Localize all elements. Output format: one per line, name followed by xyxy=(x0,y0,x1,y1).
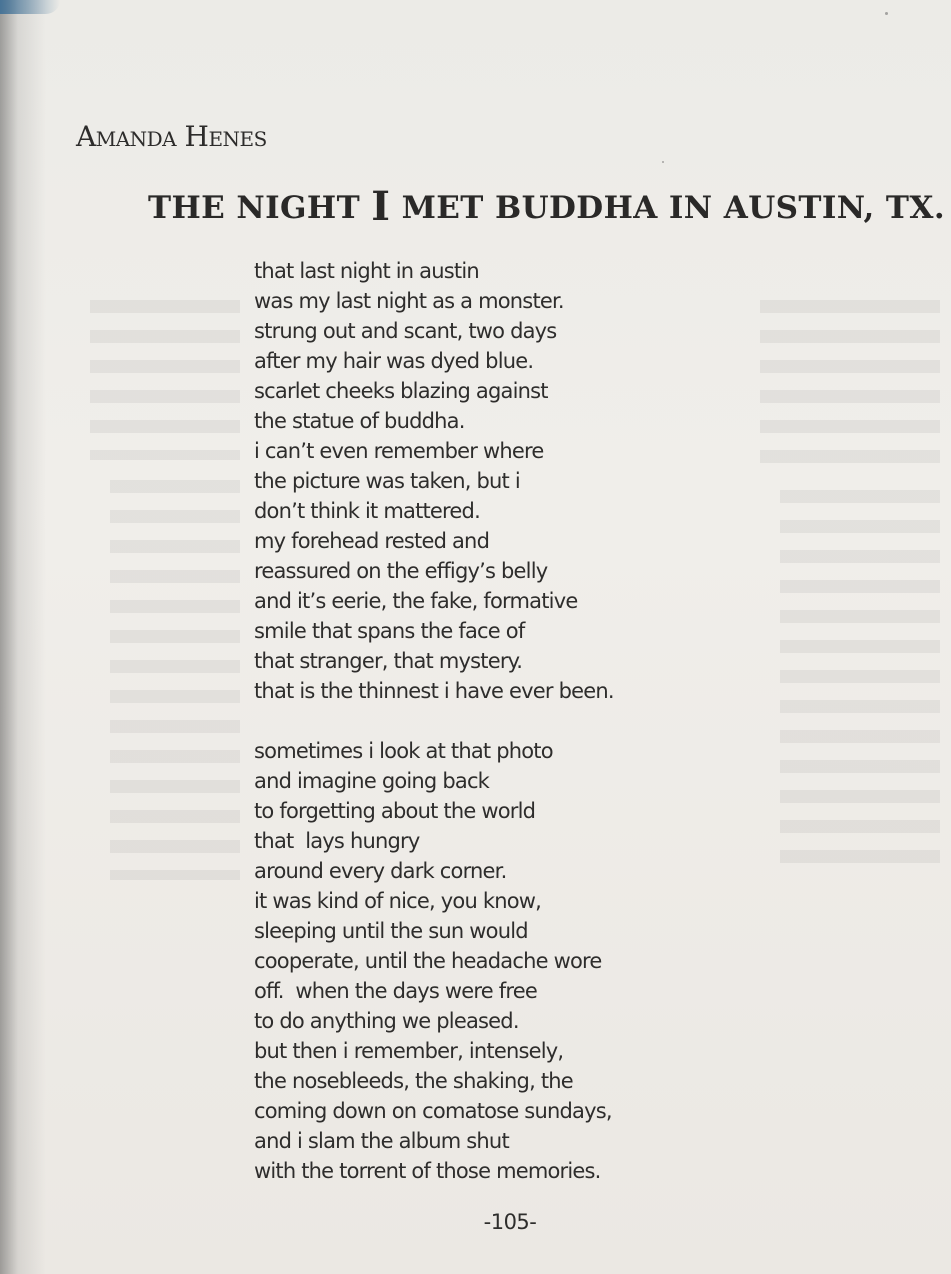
poem-line: it was kind of nice, you know, xyxy=(254,889,542,913)
poem-line: the statue of buddha. xyxy=(254,409,465,433)
bleed-through-block xyxy=(90,300,240,460)
poem-line: was my last night as a monster. xyxy=(254,289,564,313)
poem-line: to forgetting about the world xyxy=(254,799,536,823)
poem-line: scarlet cheeks blazing against xyxy=(254,379,548,403)
poem-line: and imagine going back xyxy=(254,769,490,793)
poem-body xyxy=(254,256,614,1186)
stanza-break xyxy=(254,706,614,736)
stanza-2 xyxy=(254,736,614,1186)
poem-line: don’t think it mattered. xyxy=(254,499,480,523)
poem-line: the nosebleeds, the shaking, the xyxy=(254,1069,573,1093)
bleed-through-block xyxy=(780,490,940,870)
poem-line: with the torrent of those memories. xyxy=(254,1159,601,1183)
stanza-1 xyxy=(254,256,614,706)
poem-line: cooperate, until the headache wore xyxy=(254,949,602,973)
paper-speck xyxy=(885,12,888,15)
poem-line: that stranger, that mystery. xyxy=(254,649,523,673)
poem-line: around every dark corner. xyxy=(254,859,507,883)
poem-line: smile that spans the face of xyxy=(254,619,525,643)
poem-line: sleeping until the sun would xyxy=(254,919,528,943)
bleed-through-block xyxy=(110,480,240,880)
poem-line: that lays hungry xyxy=(254,829,420,853)
scan-corner-shadow xyxy=(0,0,60,14)
bleed-through-block xyxy=(760,300,940,470)
poem-line: after my hair was dyed blue. xyxy=(254,349,534,373)
poem-line: and i slam the album shut xyxy=(254,1129,509,1153)
paper-speck xyxy=(662,161,664,163)
poem-title-start: THE NIGHT xyxy=(148,190,372,226)
poem-line: coming down on comatose sundays, xyxy=(254,1099,612,1123)
poem-line: and it’s eerie, the fake, formative xyxy=(254,589,578,613)
poem-title xyxy=(148,183,945,230)
poem-line: i can’t even remember where xyxy=(254,439,544,463)
poem-line: to do anything we pleased. xyxy=(254,1009,519,1033)
poem-line: off. when the days were free xyxy=(254,979,537,1003)
poem-title-end: MET BUDDHA IN AUSTIN, TX. xyxy=(390,190,946,226)
author-name: Amanda Henes xyxy=(76,120,267,153)
poem-line: but then i remember, intensely, xyxy=(254,1039,564,1063)
poem-line: strung out and scant, two days xyxy=(254,319,557,343)
poem-line: my forehead rested and xyxy=(254,529,490,553)
poem-line: reassured on the effigy’s belly xyxy=(254,559,548,583)
poem-line: that is the thinnest i have ever been. xyxy=(254,679,614,703)
poem-line: sometimes i look at that photo xyxy=(254,739,553,763)
poem-line: the picture was taken, but i xyxy=(254,469,520,493)
poem-title-i: I xyxy=(371,183,391,230)
page-number: -105- xyxy=(483,1210,537,1234)
poem-line: that last night in austin xyxy=(254,259,479,283)
